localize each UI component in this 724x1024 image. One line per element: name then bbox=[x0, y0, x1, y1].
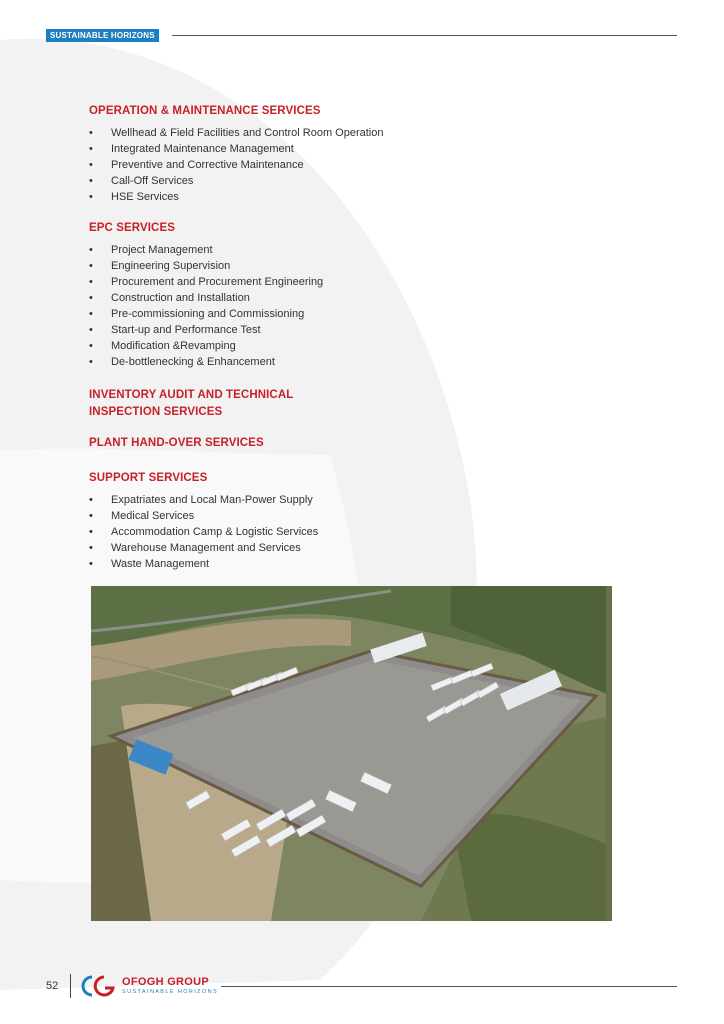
list-item-text: HSE Services bbox=[111, 191, 179, 203]
list-item-text: De-bottlenecking & Enhancement bbox=[111, 356, 275, 368]
list-item-text: Call-Off Services bbox=[111, 175, 194, 187]
list-item-text: Project Management bbox=[111, 244, 213, 256]
list-item-text: Warehouse Management and Services bbox=[111, 542, 301, 554]
section-title: PLANT HAND-OVER SERVICES bbox=[89, 437, 264, 449]
list-item-text: Wellhead & Field Facilities and Control Room Operation bbox=[111, 127, 384, 139]
bullet-icon: • bbox=[89, 324, 93, 336]
brand-name: OFOGH GROUP bbox=[122, 976, 210, 988]
aerial-camp-photo bbox=[91, 586, 612, 921]
section-operation-maintenance bbox=[89, 104, 649, 205]
section-plant-handover bbox=[89, 436, 649, 451]
ofogh-logo-icon bbox=[78, 974, 118, 998]
bullet-icon: • bbox=[89, 542, 93, 554]
list-item-text: Medical Services bbox=[111, 510, 195, 522]
list-item-text: Preventive and Corrective Maintenance bbox=[111, 159, 304, 171]
section-epc bbox=[89, 221, 649, 370]
list-item bbox=[89, 524, 649, 540]
list-item bbox=[89, 141, 649, 157]
footer-rule bbox=[221, 986, 677, 987]
list-item-text: Construction and Installation bbox=[111, 292, 250, 304]
service-list bbox=[89, 492, 649, 572]
bullet-icon: • bbox=[89, 244, 93, 256]
list-item bbox=[89, 274, 649, 290]
list-item-text: Engineering Supervision bbox=[111, 260, 231, 272]
list-item bbox=[89, 338, 649, 354]
bullet-icon: • bbox=[89, 510, 93, 522]
bullet-icon: • bbox=[89, 276, 93, 288]
bullet-icon: • bbox=[89, 340, 93, 352]
list-item-text: Waste Management bbox=[111, 558, 210, 570]
bullet-icon: • bbox=[89, 292, 93, 304]
bullet-icon: • bbox=[89, 356, 93, 368]
list-item bbox=[89, 189, 649, 205]
bullet-icon: • bbox=[89, 127, 93, 139]
bullet-icon: • bbox=[89, 308, 93, 320]
list-item bbox=[89, 508, 649, 524]
services-content bbox=[89, 104, 649, 572]
list-item bbox=[89, 242, 649, 258]
list-item bbox=[89, 354, 649, 370]
service-list bbox=[89, 125, 649, 205]
section-title: EPC SERVICES bbox=[89, 222, 175, 234]
list-item bbox=[89, 258, 649, 274]
bullet-icon: • bbox=[89, 558, 93, 570]
bullet-icon: • bbox=[89, 159, 93, 171]
list-item bbox=[89, 492, 649, 508]
footer-brand bbox=[122, 977, 218, 996]
bullet-icon: • bbox=[89, 143, 93, 155]
section-title-line-1: INVENTORY AUDIT AND TECHNICAL bbox=[89, 389, 294, 401]
list-item bbox=[89, 556, 649, 572]
list-item bbox=[89, 125, 649, 141]
list-item-text: Expatriates and Local Man-Power Supply bbox=[111, 494, 313, 506]
section-title-line-2: INSPECTION SERVICES bbox=[89, 406, 223, 418]
list-item bbox=[89, 290, 649, 306]
list-item-text: Pre-commissioning and Commissioning bbox=[111, 308, 305, 320]
list-item bbox=[89, 322, 649, 338]
page-number: 52 bbox=[46, 980, 59, 992]
section-title: SUPPORT SERVICES bbox=[89, 472, 208, 484]
list-item bbox=[89, 540, 649, 556]
section-inventory-audit bbox=[89, 388, 649, 420]
list-item bbox=[89, 173, 649, 189]
bullet-icon: • bbox=[89, 175, 93, 187]
brand-tagline: SUSTAINABLE HORIZONS bbox=[122, 989, 219, 995]
list-item bbox=[89, 157, 649, 173]
list-item-text: Integrated Maintenance Management bbox=[111, 143, 294, 155]
list-item-text: Start-up and Performance Test bbox=[111, 324, 261, 336]
header-tag: SUSTAINABLE HORIZONS bbox=[46, 29, 159, 42]
list-item-text: Modification &Revamping bbox=[111, 340, 236, 352]
bullet-icon: • bbox=[89, 526, 93, 538]
list-item-text: Procurement and Procurement Engineering bbox=[111, 276, 324, 288]
section-support bbox=[89, 471, 649, 572]
aerial-camp-illustration bbox=[91, 586, 612, 921]
list-item bbox=[89, 306, 649, 322]
list-item-text: Accommodation Camp & Logistic Services bbox=[111, 526, 319, 538]
service-list bbox=[89, 242, 649, 370]
footer-divider bbox=[70, 974, 71, 998]
bullet-icon: • bbox=[89, 260, 93, 272]
header-rule bbox=[172, 35, 677, 36]
bullet-icon: • bbox=[89, 494, 93, 506]
bullet-icon: • bbox=[89, 191, 93, 203]
section-title: OPERATION & MAINTENANCE SERVICES bbox=[89, 105, 321, 117]
